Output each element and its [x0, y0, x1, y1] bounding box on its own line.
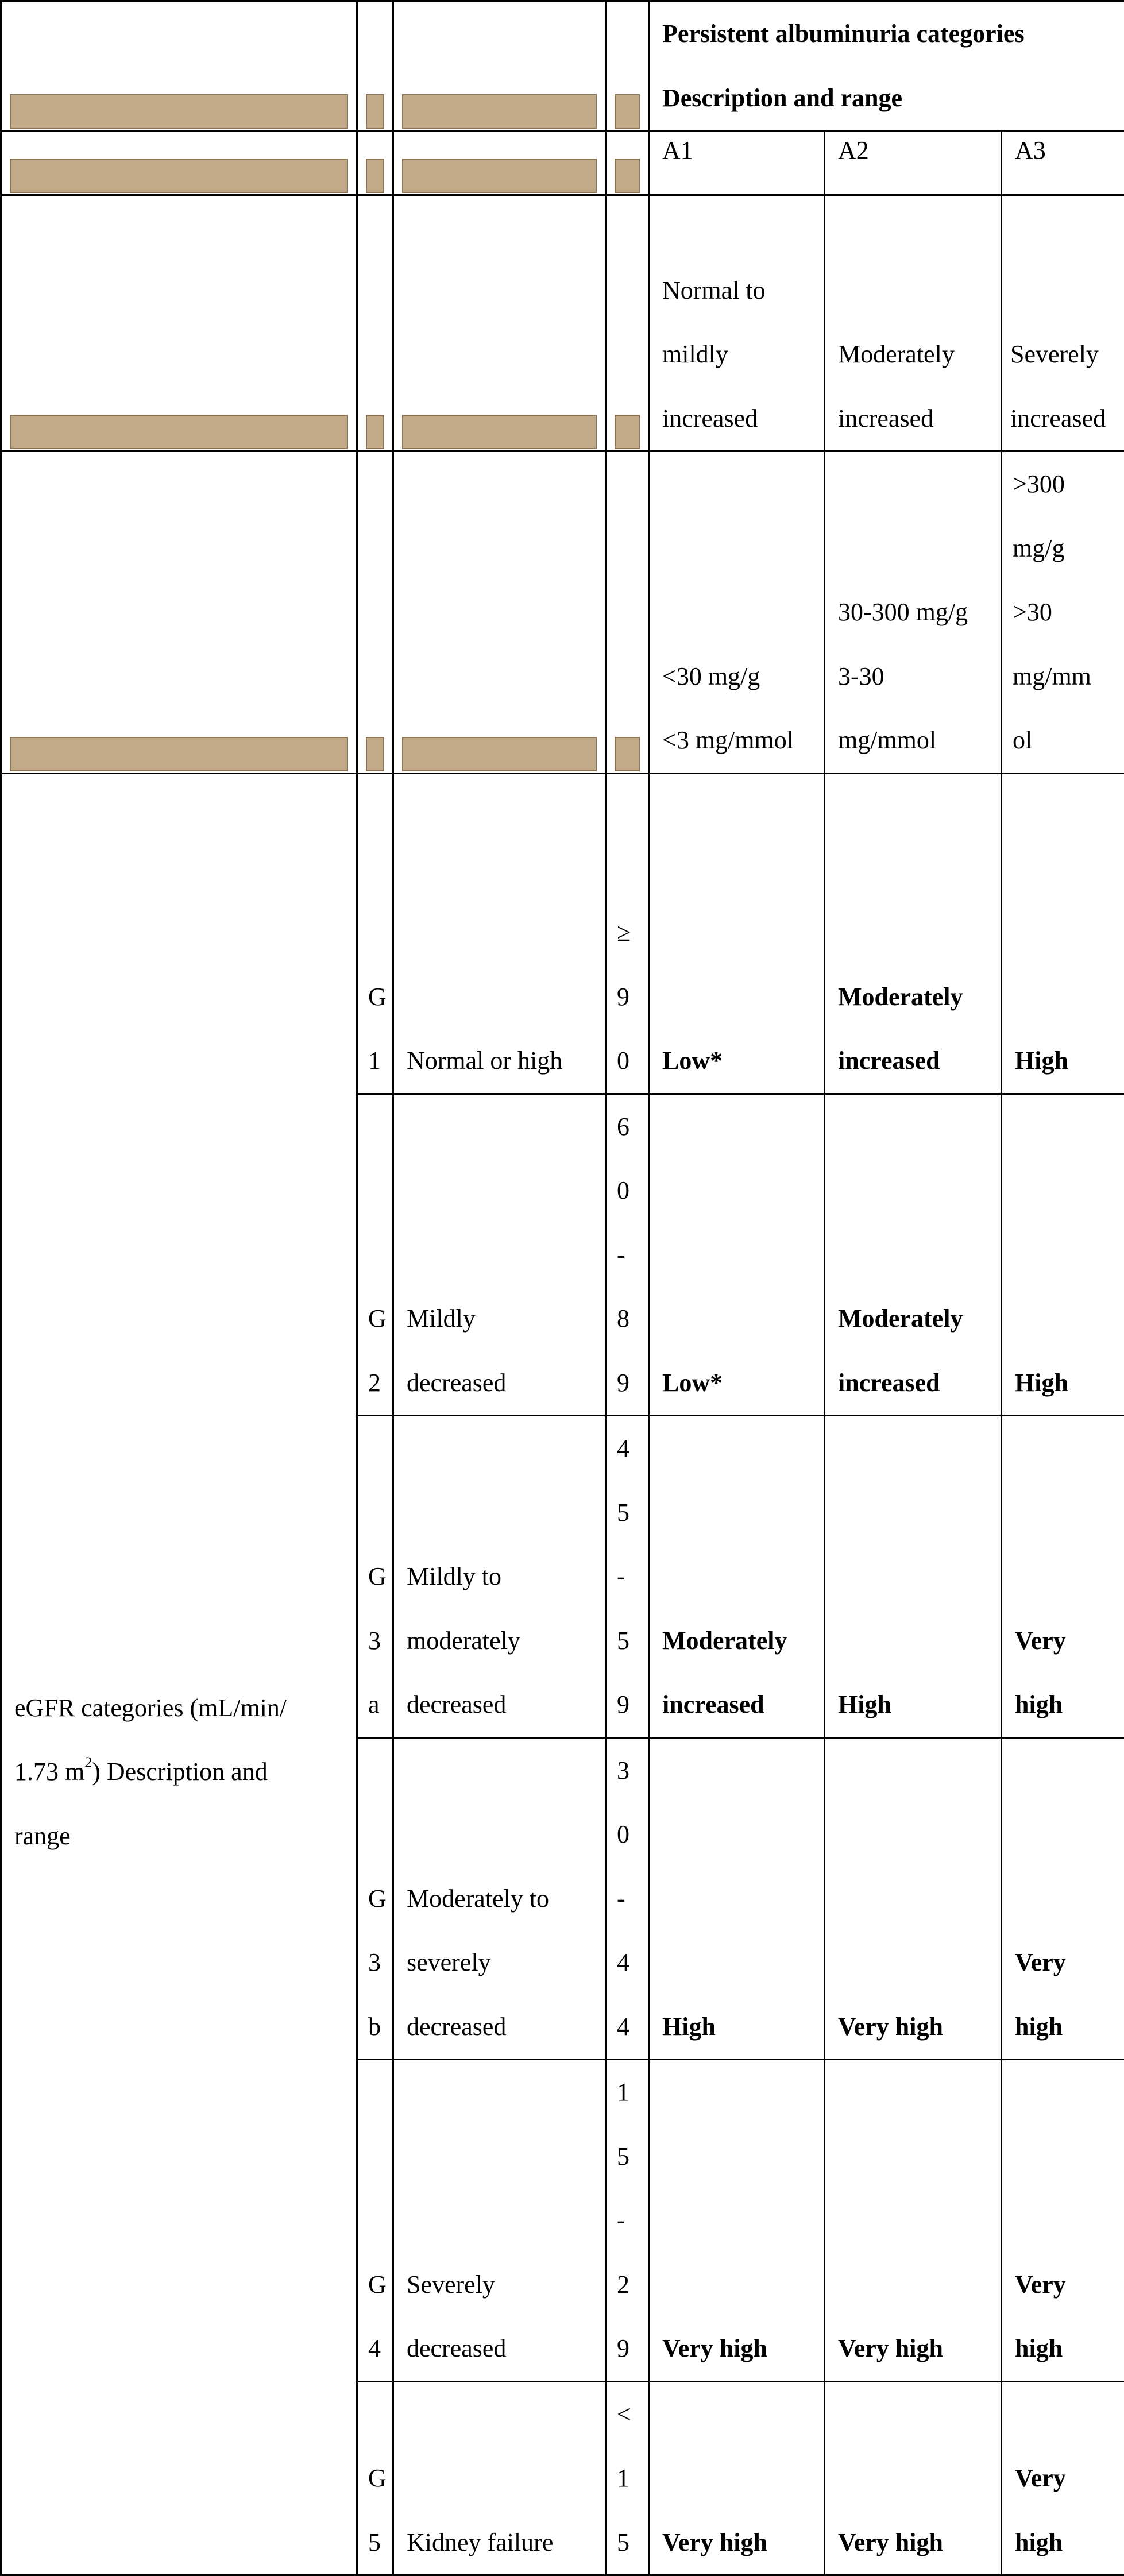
egfr-code-cell [357, 1737, 393, 2060]
range-char: 9 [617, 2316, 638, 2381]
code-char: G [368, 2446, 382, 2511]
description-line: Mildly to [407, 1544, 592, 1609]
placeholder-bar [10, 415, 348, 449]
albuminuria-description-cell [649, 195, 825, 451]
description-line: decreased [407, 1673, 592, 1737]
risk-line: Moderately [662, 1609, 811, 1673]
code-char: 2 [368, 1351, 382, 1415]
risk-cell [825, 2060, 1002, 2382]
risk-line: increased [662, 1673, 811, 1737]
range-line: 30-300 mg/g [838, 580, 988, 644]
egfr-label-line: range [14, 1804, 343, 1868]
risk-cell [825, 1737, 1002, 2060]
description-line: Kidney failure [407, 2511, 592, 2575]
range-char: 2 [617, 2253, 638, 2317]
description-line: Severely [1010, 322, 1116, 387]
risk-cell [1002, 1094, 1124, 1416]
egfr-code-cell [357, 773, 393, 1094]
range-row [1, 451, 1124, 774]
albuminuria-range-cell [1002, 451, 1124, 774]
albuminuria-code: A2 [825, 132, 1001, 169]
risk-line: Low* [662, 1029, 811, 1093]
albuminuria-code-cell [825, 131, 1002, 195]
range-char: 9 [617, 965, 638, 1029]
risk-line: Very [1015, 2253, 1111, 2317]
range-line: >30 [1013, 580, 1114, 644]
code-char: 3 [368, 1609, 382, 1673]
risk-line: Moderately [838, 965, 988, 1029]
range-char: 5 [617, 2511, 638, 2575]
placeholder-bar [402, 415, 597, 449]
range-char: 5 [617, 1609, 638, 1673]
risk-cell [649, 2381, 825, 2575]
albuminuria-code: A1 [650, 132, 824, 169]
range-char: - [617, 2188, 638, 2253]
code-char: G [368, 1287, 382, 1351]
range-char: 0 [617, 1802, 638, 1867]
range-char: - [617, 1867, 638, 1931]
albuminuria-range-cell [649, 451, 825, 774]
description-line: Severely [407, 2253, 592, 2317]
egfr-range-cell [606, 1416, 649, 1738]
range-line: mg/mmol [838, 708, 988, 773]
code-char: 3 [368, 1930, 382, 1995]
egfr-label-line: eGFR categories (mL/min/ [14, 1676, 343, 1740]
albuminuria-code-cell [1002, 131, 1124, 195]
risk-line: increased [838, 1351, 988, 1415]
placeholder-bar [366, 94, 384, 129]
blank-cell [1, 451, 357, 774]
egfr-description-cell [393, 2060, 606, 2382]
egfr-description-cell [393, 1416, 606, 1738]
code-char: G [368, 1544, 382, 1609]
egfr-range-cell [606, 2381, 649, 2575]
albuminuria-header [649, 1, 1124, 131]
range-char: 9 [617, 1351, 638, 1415]
placeholder-bar [615, 159, 640, 193]
risk-line: increased [838, 1029, 988, 1093]
placeholder-bar [402, 737, 597, 771]
blank-cell [606, 1, 649, 131]
egfr-label-cell [1, 773, 357, 2575]
range-char: 1 [617, 2060, 638, 2125]
description-line: increased [838, 387, 988, 451]
range-char: 0 [617, 1029, 638, 1093]
code-char: G [368, 965, 382, 1029]
egfr-description-cell [393, 1094, 606, 1416]
code-char: 4 [368, 2316, 382, 2381]
risk-line: High [662, 1995, 811, 2059]
egfr-description-cell [393, 2381, 606, 2575]
range-line: <3 mg/mmol [662, 708, 811, 773]
risk-cell [825, 1094, 1002, 1416]
egfr-code-cell [357, 1094, 393, 1416]
range-char: 8 [617, 1287, 638, 1351]
blank-cell [357, 451, 393, 774]
range-char: < [617, 2382, 638, 2447]
placeholder-bar [615, 737, 640, 771]
risk-line: Very high [838, 1995, 988, 2059]
risk-cell [1002, 773, 1124, 1094]
egfr-label-line [14, 1740, 343, 1804]
egfr-range-cell [606, 1094, 649, 1416]
range-char: 4 [617, 1416, 638, 1481]
range-char: 5 [617, 1481, 638, 1545]
placeholder-bar [366, 415, 384, 449]
egfr-label-sup: 2 [84, 1754, 92, 1771]
risk-cell [825, 2381, 1002, 2575]
description-line: decreased [407, 1351, 592, 1415]
albuminuria-subtitle: Description and range [662, 66, 1111, 130]
egfr-label-rest: ) Description and [92, 1758, 267, 1786]
risk-cell [1002, 2060, 1124, 2382]
blank-cell [357, 131, 393, 195]
placeholder-bar [10, 159, 348, 193]
risk-cell [649, 1094, 825, 1416]
risk-cell [825, 773, 1002, 1094]
egfr-range-cell [606, 2060, 649, 2382]
placeholder-bar [402, 94, 597, 129]
egfr-range-cell [606, 773, 649, 1094]
risk-line: high [1015, 2511, 1111, 2575]
blank-cell [357, 1, 393, 131]
range-char: 1 [617, 2446, 638, 2511]
blank-cell [393, 1, 606, 131]
blank-cell [1, 195, 357, 451]
risk-line: High [1015, 1351, 1111, 1415]
placeholder-bar [10, 94, 348, 129]
code-char: a [368, 1673, 382, 1737]
risk-line: Low* [662, 1351, 811, 1415]
placeholder-bar [366, 159, 384, 193]
range-char: 6 [617, 1095, 638, 1159]
egfr-code-cell [357, 2060, 393, 2382]
range-char: - [617, 1223, 638, 1287]
blank-cell [606, 131, 649, 195]
placeholder-bar [366, 737, 384, 771]
albuminuria-description-cell [825, 195, 1002, 451]
blank-cell [393, 451, 606, 774]
range-line: mg/mm [1013, 644, 1114, 709]
albuminuria-range-cell [825, 451, 1002, 774]
albuminuria-code: A3 [1002, 132, 1124, 169]
risk-line: Very high [662, 2511, 811, 2575]
range-char: 4 [617, 1995, 638, 2059]
risk-cell [649, 1416, 825, 1738]
placeholder-bar [615, 415, 640, 449]
range-line: ol [1013, 708, 1114, 773]
description-line: Mildly [407, 1287, 592, 1351]
risk-cell [1002, 1737, 1124, 2060]
risk-cell [649, 1737, 825, 2060]
risk-cell [649, 773, 825, 1094]
egfr-code-cell [357, 1416, 393, 1738]
albuminuria-code-cell [649, 131, 825, 195]
code-char: 1 [368, 1029, 382, 1093]
risk-line: Very [1015, 1930, 1111, 1995]
code-char: b [368, 1995, 382, 2059]
description-line: Normal or high [407, 1029, 592, 1093]
range-char: 4 [617, 1930, 638, 1995]
risk-line: Very [1015, 1609, 1111, 1673]
risk-line: Very high [838, 2316, 988, 2381]
code-char: G [368, 2253, 382, 2317]
description-line: mildly [662, 322, 811, 387]
range-line: <30 mg/g [662, 644, 811, 709]
albuminuria-title: Persistent albuminuria categories [662, 2, 1111, 66]
description-line: Moderately to [407, 1867, 592, 1931]
egfr-description-cell [393, 773, 606, 1094]
code-char: 5 [368, 2511, 382, 2575]
description-line: increased [1010, 387, 1116, 451]
risk-cell [1002, 1416, 1124, 1738]
risk-line: high [1015, 2316, 1111, 2381]
placeholder-bar [615, 94, 640, 129]
blank-cell [606, 451, 649, 774]
blank-cell [393, 131, 606, 195]
description-line: Moderately [838, 322, 988, 387]
description-line: moderately [407, 1609, 592, 1673]
range-line: >300 [1013, 452, 1114, 516]
range-char: - [617, 1544, 638, 1609]
blank-cell [393, 195, 606, 451]
description-line: Normal to [662, 258, 811, 323]
egfr-row-g1 [1, 773, 1124, 1094]
albuminuria-description-cell [1002, 195, 1124, 451]
description-line: severely [407, 1930, 592, 1995]
risk-cell [649, 2060, 825, 2382]
risk-line: Moderately [838, 1287, 988, 1351]
risk-line: high [1015, 1995, 1111, 2059]
header-row [1, 1, 1124, 131]
risk-cell [825, 1416, 1002, 1738]
range-char: 5 [617, 2125, 638, 2189]
egfr-label-unit: 1.73 m [14, 1758, 84, 1786]
blank-cell [357, 195, 393, 451]
egfr-code-cell [357, 2381, 393, 2575]
blank-cell [1, 1, 357, 131]
risk-line: High [1015, 1029, 1111, 1093]
risk-line: high [1015, 1673, 1111, 1737]
range-line: 3-30 [838, 644, 988, 709]
risk-line: Very high [662, 2316, 811, 2381]
code-char: G [368, 1867, 382, 1931]
risk-line: Very high [838, 2511, 988, 2575]
placeholder-bar [10, 737, 348, 771]
range-char: 3 [617, 1739, 638, 1803]
risk-line: High [838, 1673, 988, 1737]
placeholder-bar [402, 159, 597, 193]
blank-cell [606, 195, 649, 451]
risk-cell [1002, 2381, 1124, 2575]
range-char: ≥ [617, 901, 638, 965]
range-char: 0 [617, 1158, 638, 1223]
egfr-description-cell [393, 1737, 606, 2060]
blank-cell [1, 131, 357, 195]
description-line: increased [662, 387, 811, 451]
egfr-range-cell [606, 1737, 649, 2060]
description-line: decreased [407, 1995, 592, 2059]
description-row [1, 195, 1124, 451]
description-line: decreased [407, 2316, 592, 2381]
code-row [1, 131, 1124, 195]
range-line: mg/g [1013, 516, 1114, 581]
range-char: 9 [617, 1673, 638, 1737]
risk-line: Very [1015, 2446, 1111, 2511]
